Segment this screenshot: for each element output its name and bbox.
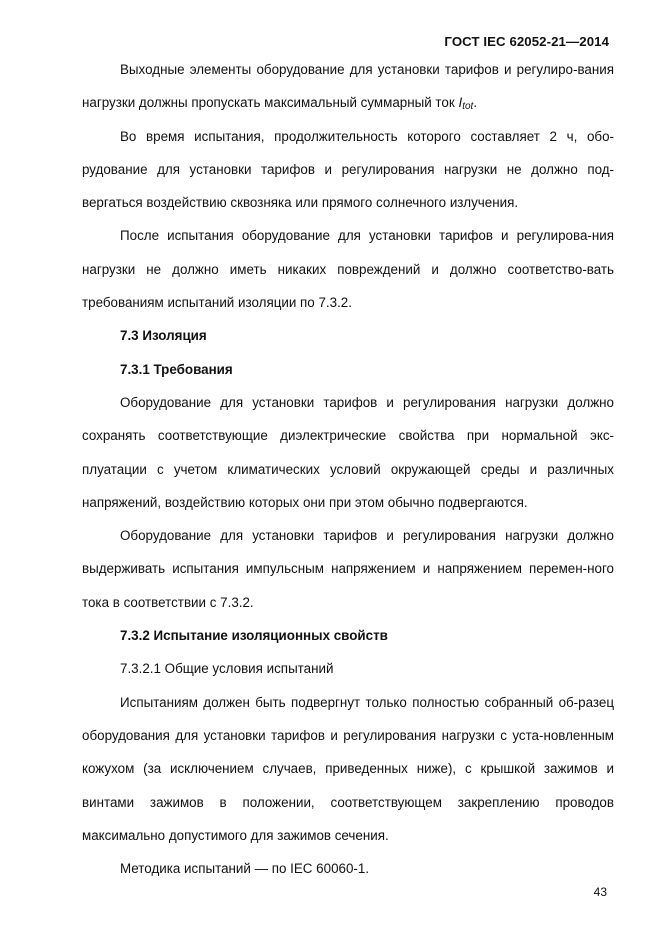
- current-symbol: I: [458, 95, 463, 111]
- paragraph-test-duration: Во время испытания, продолжительность которого составляет 2 ч, обо-рудование для установки тарифов и регулирования нагрузки не должно под-вергаться воздействию сквозняка или прямого солнечного излучения.: [82, 128, 614, 211]
- paragraph-test-method: Методика испытаний — по IEC 60060-1.: [120, 861, 370, 877]
- paragraph-voltage-tests: Оборудование для установки тарифов и регулирования нагрузки должно выдерживать испытания импульсным напряжением и напряжением перемен-ного тока в соответствии с 7.3.2.: [82, 528, 614, 610]
- current-subscript: tot: [462, 101, 474, 113]
- subsection-heading-general-conditions: 7.3.2.1 Общие условия испытаний: [120, 661, 334, 677]
- section-heading-requirements: 7.3.1 Требования: [120, 361, 233, 377]
- paragraph-dielectric-properties: Оборудование для установки тарифов и регулирования нагрузки должно сохранять соответствующие диэлектрические свойства при нормальной экс-плуатации с учетом климатических условий окружающей среды и различных напряжений, воздействию которых они при этом обычно подвергаются.: [82, 394, 614, 510]
- standard-header: ГОСТ IEC 62052-21—2014: [444, 34, 609, 49]
- paragraph-output-current: [82, 53, 614, 120]
- paragraph-output-current-text: Выходные элементы оборудование для установки тарифов и регулиро-вания нагрузки должны пропускать максимальный суммарный ток: [82, 62, 614, 111]
- paragraph-after-test: После испытания оборудование для установки тарифов и регулирова-ния нагрузки не должно иметь никаких повреждений и должно соответство-вать требованиям испытаний изоляции по 7.3.2.: [82, 228, 614, 311]
- section-heading-insulation: 7.3 Изоляция: [120, 328, 207, 344]
- paragraph-test-sample: Испытаниям должен быть подвергнут только полностью собранный об-разец оборудования для установки тарифов и регулирования нагрузки с уста-новленным кожухом (за исключением случаев, приведенных ниже), с крышкой зажимов и винтами зажимов в положении, соответствующем закреплению проводов максимально допустимого для зажимов сечения.: [82, 694, 614, 843]
- document-body: [82, 53, 614, 885]
- paragraph-output-current-end: .: [473, 95, 478, 111]
- page-number: 43: [593, 885, 607, 899]
- section-heading-insulation-tests: 7.3.2 Испытание изоляционных свойств: [120, 628, 388, 644]
